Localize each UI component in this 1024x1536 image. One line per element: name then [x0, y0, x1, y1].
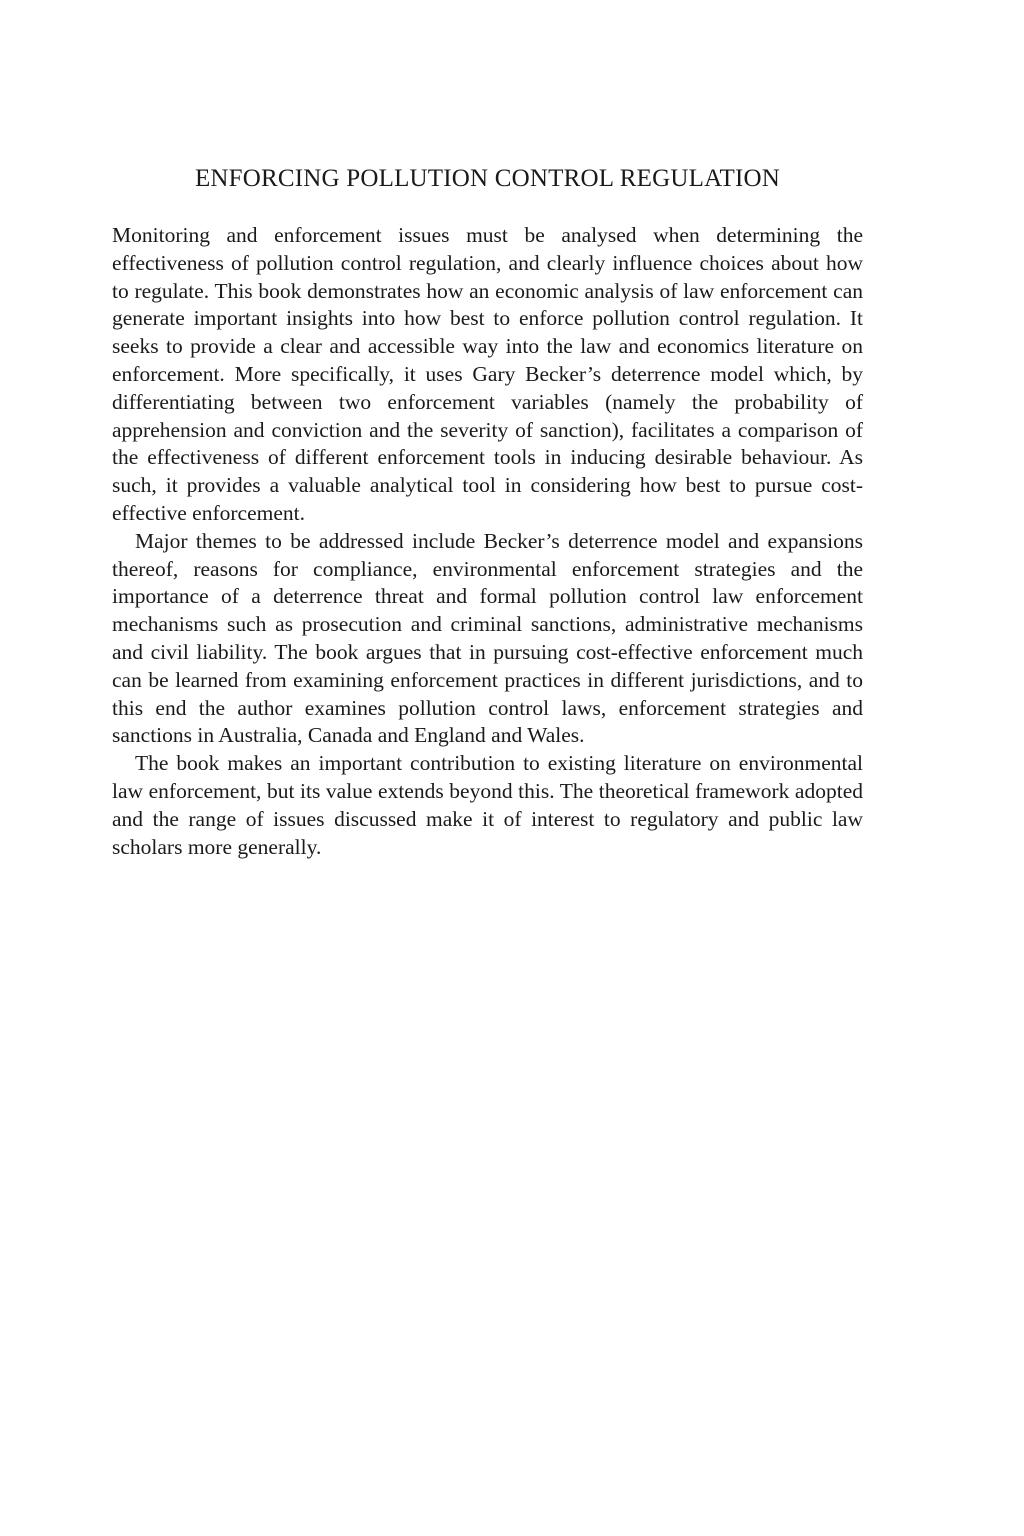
page-content: [112, 162, 863, 861]
body-paragraph-2: Major themes to be addressed include Becker’s deterrence model and expansions thereof, reasons for compliance, environmental enforcement strategies and the importance of a deterrence threat and formal pollution control law enforcement mechanisms such as prosecution and criminal sanctions, administrative mechanisms and civil liability. The book argues that in pursuing cost-effective enforcement much can be learned from examining enforcement practices in different jurisdictions, and to this end the author examines pollution control laws, enforcement strategies and sanctions in Australia, Canada and England and Wales.: [112, 528, 863, 748]
body-paragraph-3: The book makes an important contribution to existing literature on environmental law enforcement, but its value extends beyond this. The theoretical framework adopted and the range of issues discussed make it of interest to regulatory and public law scholars more generally.: [112, 751, 863, 859]
body-paragraph-1: Monitoring and enforcement issues must be analysed when determining the effectiveness of pollution control regulation, and clearly influence choices about how to regulate. This book demonstrates how an economic analysis of law enforcement can generate important insights into how best to enforce pollution control regulation. It seeks to provide a clear and accessible way into the law and economics literature on enforcement. More specifically, it uses Gary Becker’s deterrence model which, by differentiating between two enforcement variables (namely the probability of apprehension and conviction and the severity of sanction), facilitates a comparison of the effectiveness of different enforcement tools in inducing desirable behaviour. As such, it provides a valuable analytical tool in considering how best to pursue cost-effective enforcement.: [112, 223, 863, 525]
page-title: ENFORCING POLLUTION CONTROL REGULATION: [194, 165, 781, 192]
